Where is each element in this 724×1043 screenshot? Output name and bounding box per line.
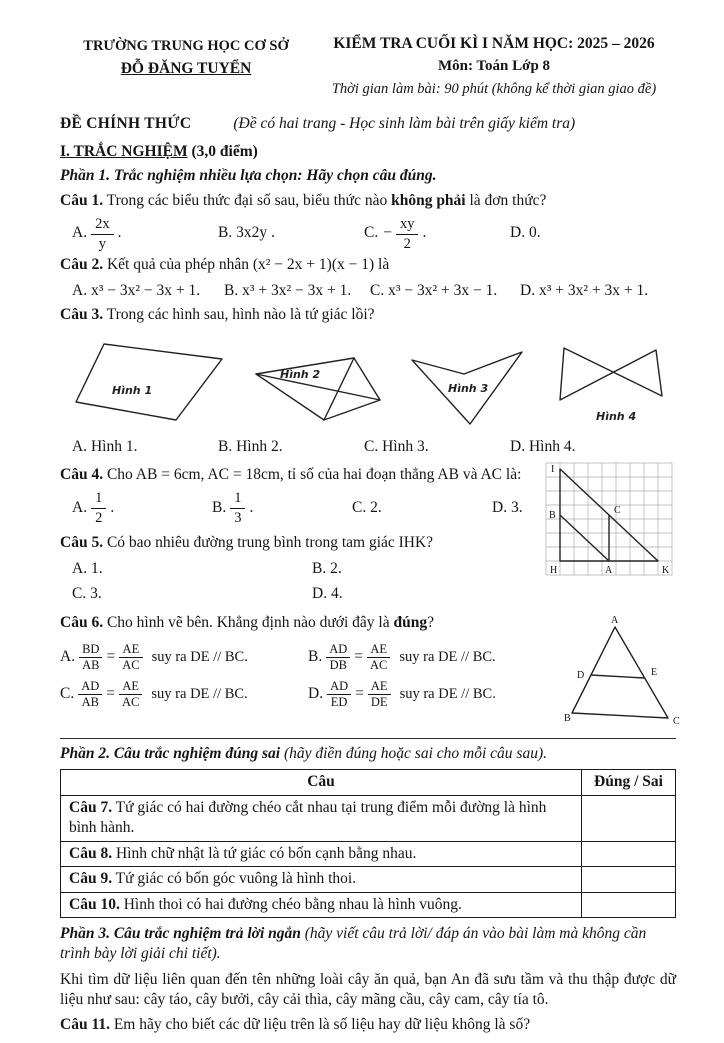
- question-text-bold: không phải: [391, 191, 466, 209]
- exam-duration: Thời gian làm bài: 90 phút (không kể thời gian giao đề): [331, 81, 657, 98]
- point-label-a: A: [605, 565, 613, 576]
- fraction: [119, 642, 142, 672]
- question-6-options: [60, 635, 560, 709]
- q5-option-b: [312, 559, 342, 579]
- fraction-denominator: AC: [122, 657, 140, 672]
- question-label: Câu 4.: [60, 466, 104, 483]
- header: [60, 34, 676, 99]
- option-text: C. 3.: [72, 585, 102, 603]
- option-letter: C.: [364, 224, 379, 242]
- table-row: [61, 795, 676, 841]
- option-tail: suy ra DE // BC.: [151, 648, 248, 665]
- figure-hinh-3: [406, 344, 534, 430]
- fraction-numerator: BD: [79, 642, 102, 658]
- fraction-denominator: 2: [403, 235, 411, 252]
- q2-option-c: [370, 281, 520, 301]
- fraction: [119, 679, 142, 709]
- minus-sign: −: [383, 224, 392, 242]
- equals-sign: =: [106, 685, 116, 703]
- fraction-denominator: 2: [95, 509, 103, 526]
- answer-cell: [582, 892, 676, 917]
- equals-sign: =: [354, 648, 364, 666]
- figure-hinh-1: [64, 332, 232, 428]
- option-text: B. x³ + 3x² − 3x + 1.: [224, 281, 352, 299]
- school-name-line1: TRƯỜNG TRUNG HỌC CƠ SỞ: [83, 38, 289, 54]
- fraction: [327, 679, 351, 709]
- question-4: [60, 465, 542, 525]
- option-letter: B.: [308, 648, 323, 666]
- point-label-c: C: [673, 715, 680, 727]
- statement-cell: [61, 841, 582, 866]
- part2-title-bold: Phần 2. Câu trắc nghiệm đúng sai: [60, 744, 284, 762]
- question-4-text: [60, 465, 542, 485]
- option-text: D. x³ + 3x² + 3x + 1.: [520, 281, 649, 299]
- point-label-h: H: [550, 565, 558, 576]
- q3-option-c: [364, 437, 510, 457]
- point-label-i: I: [551, 464, 555, 475]
- statement-cell: [61, 892, 582, 917]
- question-label: Câu 8.: [69, 844, 113, 862]
- fraction-denominator: DB: [329, 657, 347, 672]
- option-letter: D.: [308, 685, 324, 703]
- question-4-options: [60, 490, 542, 525]
- exam-info-block: [312, 34, 676, 99]
- question-5-options-row1: [60, 559, 542, 579]
- option-text: D. 0.: [510, 224, 541, 242]
- question-label: Câu 10.: [69, 895, 120, 913]
- q1-option-a: [72, 216, 218, 251]
- q1-option-b: [218, 223, 364, 243]
- section1-points: (3,0 điểm): [187, 142, 258, 160]
- triangle-ihk-grid-figure: [542, 461, 676, 581]
- fraction-numerator: 1: [230, 490, 245, 509]
- point-label-k: K: [662, 565, 670, 576]
- q4-option-a: [72, 490, 212, 525]
- fraction: [396, 216, 419, 251]
- question-4-5-block: [60, 461, 676, 605]
- fraction-denominator: AC: [122, 694, 140, 709]
- option-tail: suy ra DE // BC.: [399, 685, 496, 702]
- q1-option-c: [364, 216, 510, 251]
- table-row: [61, 841, 676, 866]
- table-header-row: [61, 770, 676, 795]
- option-letter: A.: [72, 498, 88, 516]
- fraction: [368, 679, 391, 709]
- part3-intro-paragraph: Khi tìm dữ liệu liên quan đến tên những loài cây ăn quả, bạn An đã sưu tầm và thu thập được dữ liệu như sau: cây táo, cây bưởi, cây cải thìa, cây mãng cầu, cây cam, cây tía tô.: [60, 970, 676, 1009]
- fraction-numerator: AE: [119, 642, 142, 658]
- question-text: Kết quả của phép nhân: [103, 256, 253, 274]
- option-text: D. 4.: [312, 585, 343, 603]
- option-text: A. 1.: [72, 559, 103, 577]
- option-letter: A.: [72, 224, 88, 242]
- figure-label: Hình 2: [280, 367, 321, 381]
- column-header-dung-sai: Đúng / Sai: [582, 770, 676, 795]
- answer-cell: [582, 841, 676, 866]
- question-1: [60, 191, 676, 251]
- question-3-figures: [60, 332, 676, 432]
- option-text: D. Hình 4.: [510, 437, 576, 455]
- fraction-denominator: AC: [370, 657, 388, 672]
- fraction-denominator: y: [98, 235, 106, 252]
- question-label: Câu 2.: [60, 256, 104, 274]
- question-4-5-main: [60, 461, 542, 605]
- q3-option-a: [72, 437, 218, 457]
- question-11: [60, 1015, 676, 1035]
- question-label: Câu 1.: [60, 191, 104, 209]
- fraction: [230, 490, 245, 525]
- figure-label: Hình 3: [448, 381, 489, 395]
- question-3-text: [60, 305, 676, 325]
- part2-title: [60, 744, 676, 764]
- part1-title: Phần 1. Trắc nghiệm nhiều lựa chọn: Hãy chọn câu đúng.: [60, 167, 437, 185]
- option-tail: suy ra DE // BC.: [151, 685, 248, 702]
- fraction: [91, 490, 106, 525]
- figure-hinh-2: [248, 348, 390, 430]
- fraction: [91, 216, 114, 251]
- option-text: B. 2.: [312, 559, 342, 577]
- question-text-bold: đúng: [393, 613, 428, 631]
- math-expression: (x² − 2x + 1)(x − 1): [252, 256, 375, 274]
- statement-text: Tứ giác có bốn góc vuông là hình thoi.: [112, 870, 357, 888]
- option-text: B. 3x2y .: [218, 224, 275, 242]
- fraction: [367, 642, 390, 672]
- answer-cell: [582, 867, 676, 892]
- fraction-numerator: AE: [367, 642, 390, 658]
- statement-cell: [61, 795, 582, 841]
- point-label-b: B: [549, 510, 556, 521]
- exam-title: KIỂM TRA CUỐI KÌ I NĂM HỌC: 2025 – 2026: [333, 35, 655, 52]
- question-text: Cho hình vẽ bên. Khẳng định nào dưới đây là: [103, 613, 394, 631]
- answer-cell: [582, 795, 676, 841]
- question-text: Trong các biểu thức đại số sau, biểu thức nào: [103, 191, 392, 209]
- section1-title: [60, 142, 676, 162]
- fraction-numerator: AE: [119, 679, 142, 695]
- question-text: Trong các hình sau, hình nào là tứ giác lồi?: [103, 306, 375, 324]
- q4-option-c: [352, 498, 492, 518]
- fraction-numerator: 2x: [91, 216, 114, 235]
- exam-subject: Môn: Toán Lớp 8: [437, 58, 551, 75]
- question-text: là: [374, 256, 390, 274]
- option-text: B. Hình 2.: [218, 437, 283, 455]
- option-text: C. Hình 3.: [364, 437, 429, 455]
- fraction-numerator: 1: [91, 490, 106, 509]
- q3-option-b: [218, 437, 364, 457]
- option-text: D. 3.: [492, 498, 523, 516]
- school-name-line2: ĐỖ ĐĂNG TUYỂN: [120, 60, 252, 78]
- question-3: [60, 305, 676, 457]
- option-text: C. x³ − 3x² + 3x − 1.: [370, 281, 498, 299]
- question-5-options-row2: [60, 584, 542, 604]
- question-1-options: [60, 216, 676, 251]
- question-label: Câu 9.: [69, 870, 113, 888]
- option-tail: .: [117, 224, 122, 242]
- option-tail: .: [110, 498, 115, 516]
- question-label: Câu 6.: [60, 613, 104, 631]
- fraction-denominator: 3: [234, 509, 242, 526]
- question-text: Có bao nhiêu đường trung bình trong tam giác IHK?: [103, 534, 434, 552]
- question-2-text: [60, 255, 676, 275]
- question-3-options: [60, 437, 676, 457]
- option-tail: .: [422, 224, 427, 242]
- true-false-table: [60, 769, 676, 918]
- q2-option-a: [72, 281, 224, 301]
- q6-option-a: [60, 642, 308, 672]
- question-text: Em hãy cho biết các dữ liệu trên là số liệu hay dữ liệu không là số?: [109, 1015, 531, 1033]
- question-text: là đơn thức?: [465, 191, 547, 209]
- option-text: C. 2.: [352, 498, 382, 516]
- question-5: [60, 533, 542, 604]
- school-block: [60, 34, 312, 99]
- fraction-numerator: AD: [78, 679, 102, 695]
- part3-section: [60, 924, 676, 1035]
- equals-sign: =: [355, 685, 364, 703]
- fraction-numerator: AD: [327, 679, 351, 695]
- point-label-c: C: [614, 505, 621, 516]
- q4-option-b: [212, 490, 352, 525]
- question-2-options: [60, 281, 676, 301]
- figure-label: Hình 1: [112, 383, 153, 397]
- q3-option-d: [510, 437, 575, 457]
- q2-option-d: [520, 281, 648, 301]
- fraction-numerator: xy: [396, 216, 419, 235]
- point-label-b: B: [564, 712, 571, 724]
- grid-figure-block: [542, 461, 676, 605]
- option-tail: .: [249, 498, 254, 516]
- statement-text: Hình chữ nhật là tứ giác có bốn cạnh bằng nhau.: [112, 844, 417, 862]
- question-label: Câu 5.: [60, 534, 104, 552]
- part3-title: [60, 924, 676, 965]
- fraction: [326, 642, 350, 672]
- question-label: Câu 3.: [60, 306, 104, 324]
- official-label: ĐỀ CHÍNH THỨC: [60, 115, 192, 133]
- question-6-main: [60, 613, 560, 727]
- statement-cell: [61, 867, 582, 892]
- point-label-d: D: [577, 669, 585, 681]
- statement-text: Hình thoi có hai đường chéo bằng nhau là hình vuông.: [119, 895, 462, 913]
- equals-sign: =: [106, 648, 116, 666]
- option-letter: A.: [60, 648, 76, 666]
- q6-option-c: [60, 679, 308, 709]
- statement-text: Tứ giác có hai đường chéo cắt nhau tại trung điểm mỗi đường là hình bình hành.: [69, 798, 547, 837]
- question-label: Câu 7.: [69, 798, 113, 816]
- part3-title-rest: (hãy viết câu trả lời/ đáp án vào bài làm mà không cần trình bày lời giải chi tiết).: [60, 924, 647, 963]
- part2-title-rest: (hãy điền đúng hoặc sai cho mỗi câu sau).: [283, 744, 547, 762]
- point-label-e: E: [651, 666, 658, 678]
- triangle-abc-figure-block: [560, 613, 684, 727]
- question-6-block: [60, 613, 680, 727]
- q6-option-b: [308, 642, 556, 672]
- fraction-numerator: AE: [368, 679, 391, 695]
- point-label-a: A: [611, 614, 619, 626]
- question-5-text: [60, 533, 542, 553]
- fraction-denominator: DE: [370, 694, 388, 709]
- q4-option-d: [492, 498, 523, 518]
- option-text: A. Hình 1.: [72, 437, 138, 455]
- column-header-cau: Câu: [61, 770, 582, 795]
- fraction: [79, 642, 102, 672]
- question-1-text: [60, 191, 676, 211]
- q6-option-d: [308, 679, 556, 709]
- part2-section: [60, 738, 676, 918]
- triangle-abc-figure: [560, 613, 684, 727]
- option-text: A. x³ − 3x² − 3x + 1.: [72, 281, 201, 299]
- option-letter: B.: [212, 498, 227, 516]
- fraction-denominator: ED: [330, 694, 348, 709]
- question-text: Cho AB = 6cm, AC = 18cm, tỉ số của hai đoạn thẳng AB và AC là:: [103, 466, 522, 483]
- official-row: [60, 114, 676, 134]
- q5-option-c: [72, 584, 312, 604]
- section1-title-text: I. TRẮC NGHIỆM: [60, 142, 188, 160]
- question-2: [60, 255, 676, 301]
- question-label: Câu 11.: [60, 1015, 110, 1033]
- question-6-text: [60, 613, 560, 633]
- question-text: ?: [427, 613, 434, 631]
- figure-hinh-4: [550, 340, 672, 432]
- table-row: [61, 867, 676, 892]
- part3-title-bold: Phần 3. Câu trắc nghiệm trả lời ngắn: [60, 924, 305, 942]
- q5-option-a: [72, 559, 312, 579]
- q5-option-d: [312, 584, 343, 604]
- table-row: [61, 892, 676, 917]
- fraction-denominator: AB: [81, 694, 99, 709]
- fraction: [78, 679, 102, 709]
- official-note: (Đề có hai trang - Học sinh làm bài trên giấy kiểm tra): [233, 115, 576, 133]
- q1-option-d: [510, 223, 541, 243]
- option-letter: C.: [60, 685, 75, 703]
- fraction-denominator: AB: [82, 657, 100, 672]
- option-tail: suy ra DE // BC.: [399, 648, 496, 665]
- q2-option-b: [224, 281, 370, 301]
- fraction-numerator: AD: [326, 642, 350, 658]
- figure-label: Hình 4: [596, 409, 637, 423]
